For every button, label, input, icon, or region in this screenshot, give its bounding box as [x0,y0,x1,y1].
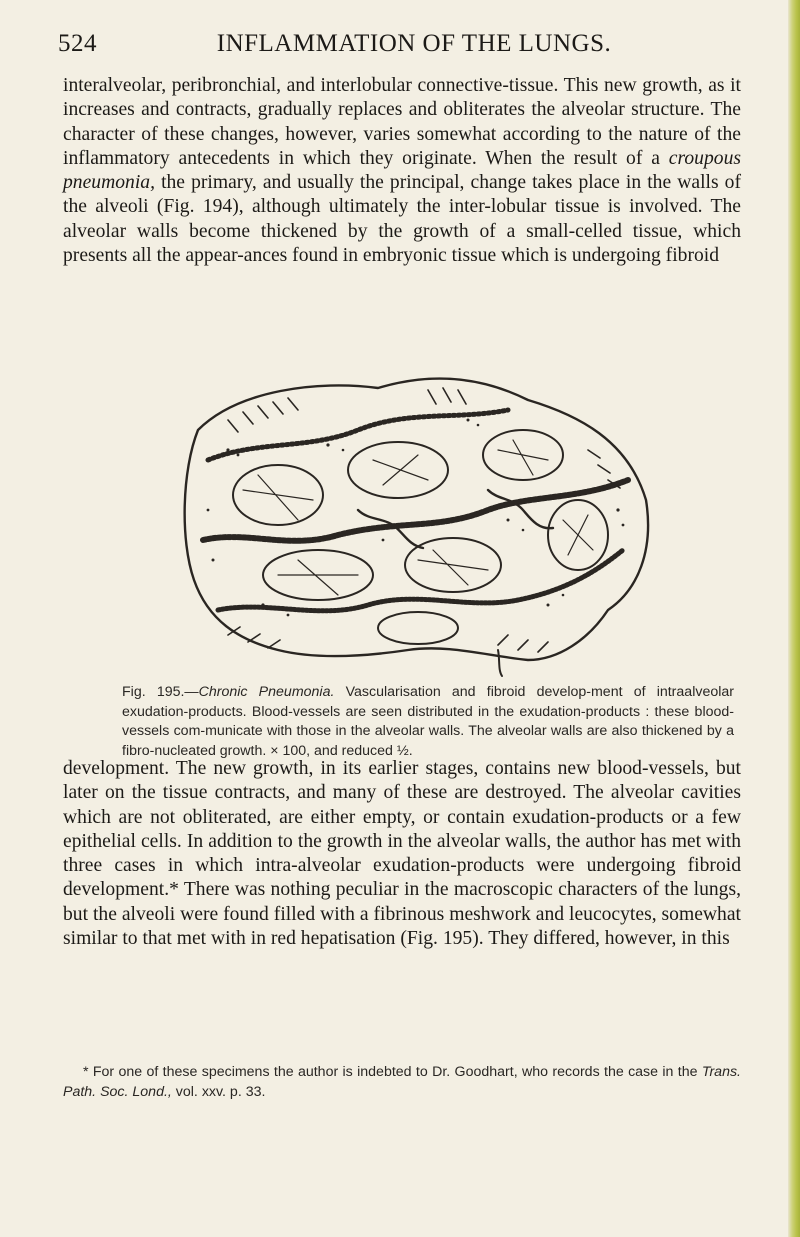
figure-illustration [168,360,658,678]
figure-title: Chronic Pneumonia. [198,684,335,700]
paragraph-top-text-2: the primary, and usually the principal, change takes place in the walls of the alveoli (Fig. 194), although ultimately the inter-lobular tissue is involved. The alveolar walls become thickened by the growth of a small-celled tissue, which presents all the appear-ances found in embryonic tissue which is undergoing fibroid [63,172,741,267]
footnote-italic: Trans. Path. Soc. Lond., [63,1064,741,1100]
figure-label: Fig. 195.— [122,684,199,700]
running-head: INFLAMMATION OF THE LUNGS. [216,30,612,57]
paragraph-bottom: development. The new growth, in its earlier stages, contains new blood-vessels, but later on the tissue contracts, and many of these are destroyed. The alveolar cavities which are not obliterated, are either empty, or contain exudation-products or a few epithelial cells. In addition to the growth in the alveolar walls, the author has met with three cases in which intra-alveolar exudation-products were undergoing fibroid development.* There was nothing peculiar in the macroscopic characters of the lungs, but the alveoli were found filled with a fibrinous meshwork and leucocytes, somewhat similar to that met with in red hepatisation (Fig. 195). They differed, however, in this [63,758,741,950]
paragraph-top-text-1: interalveolar, peribronchial, and interlobular connective-tissue. This new growth, as it increases and contracts, gradually replaces and obliterates the alveolar structure. The character of these changes, however, varies somewhat according to the nature of the inflammatory antecedents in which they originate. When the result of a [63,75,741,169]
figure-caption [104,683,734,761]
footnote-text-1: * For one of these specimens the author is indebted to Dr. Goodhart, who records the case in the [83,1064,702,1080]
paragraph-top-italic: croupous pneumonia, [63,147,741,194]
page-header [58,30,730,62]
page-edge-stain [788,0,800,1237]
page-number: 524 [58,30,97,57]
footnote-text-2: vol. xxv. p. 33. [171,1083,266,1100]
footnote [63,1063,741,1102]
paragraph-top [63,74,741,268]
figure-caption-text: Vascularisation and fibroid develop-ment of intraalveolar exudation-products. Blood-vessels are seen distributed in the exudation-products : these blood-vessels com-municate with those in the alveolar walls. The alveolar walls are also thickened by a fibro-nucleated growth. × 100, and reduced ½. [122,684,734,759]
